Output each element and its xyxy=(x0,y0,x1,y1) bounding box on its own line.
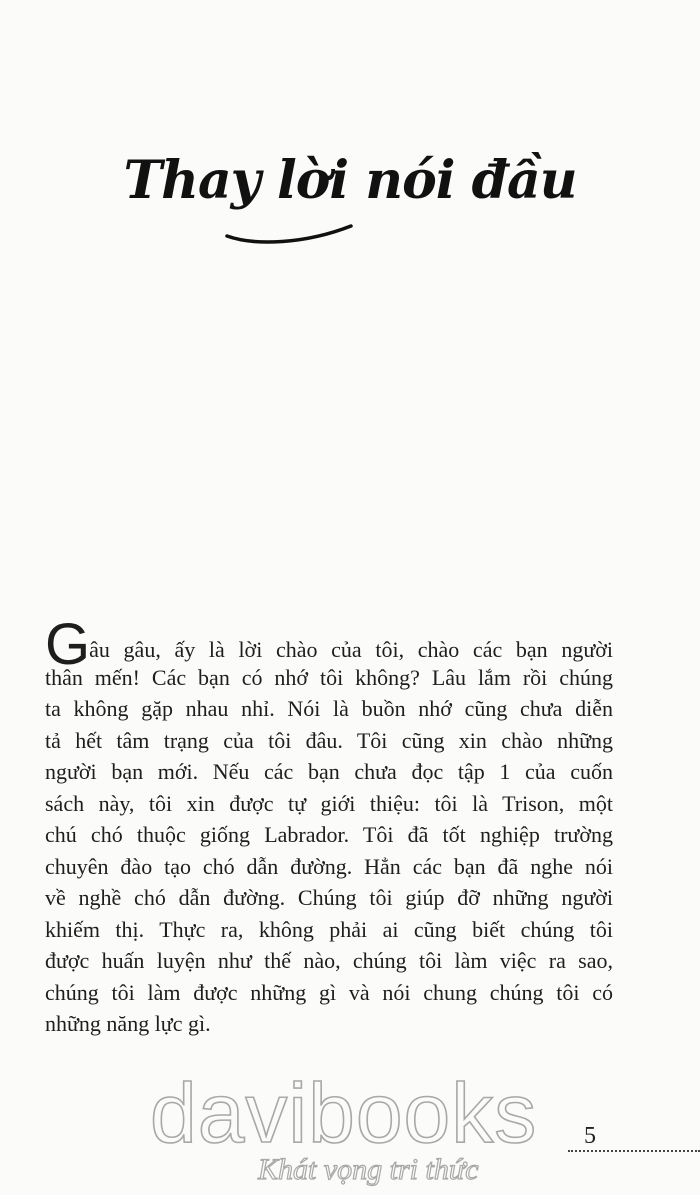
paragraph-line: ta không gặp nhau nhỉ. Nói là buồn nhớ cũng chưa diễn xyxy=(45,696,613,721)
paragraph-line: thân mến! Các bạn có nhớ tôi không? Lâu lắm rồi chúng xyxy=(45,664,613,690)
paragraph-line: được huấn luyện như thế nào, chúng tôi làm việc ra sao, xyxy=(45,948,613,973)
paragraph-line: về nghề chó dẫn đường. Chúng tôi giúp đỡ những người xyxy=(45,885,613,910)
paragraph-line: chuyên đào tạo chó dẫn đường. Hẳn các bạn đã nghe nói xyxy=(45,853,613,879)
chapter-title: Thay lời nói đầu xyxy=(123,150,577,211)
paragraph-line: tả hết tâm trạng của tôi đâu. Tôi cũng xin chào những xyxy=(45,727,613,753)
publisher-watermark: davibooks xyxy=(150,1066,538,1160)
paragraph-line: người bạn mới. Nếu các bạn chưa đọc tập 1 của cuốn xyxy=(45,759,613,784)
drop-cap: G xyxy=(45,612,89,677)
paragraph-line: chú chó thuộc giống Labrador. Tôi đã tốt nghiệp trường xyxy=(45,822,613,847)
paragraph-line: sách này, tôi xin được tự giới thiệu: tôi là Trison, một xyxy=(45,790,613,816)
title-swash-decoration xyxy=(225,222,355,244)
page-number-dotted-rule xyxy=(568,1150,700,1154)
publisher-tagline: Khát vọng tri thức xyxy=(258,1153,479,1186)
page-number: 5 xyxy=(584,1123,596,1149)
paragraph-line: những năng lực gì. xyxy=(45,1011,211,1036)
paragraph-line: khiếm thị. Thực ra, không phải ai cũng biết chúng tôi xyxy=(45,916,613,942)
paragraph-line: Gâu gâu, ấy là lời chào của tôi, chào các bạn người xyxy=(45,612,613,677)
intro-paragraph xyxy=(45,612,613,1040)
paragraph-line: chúng tôi làm được những gì và nói chung chúng tôi có xyxy=(45,979,613,1005)
